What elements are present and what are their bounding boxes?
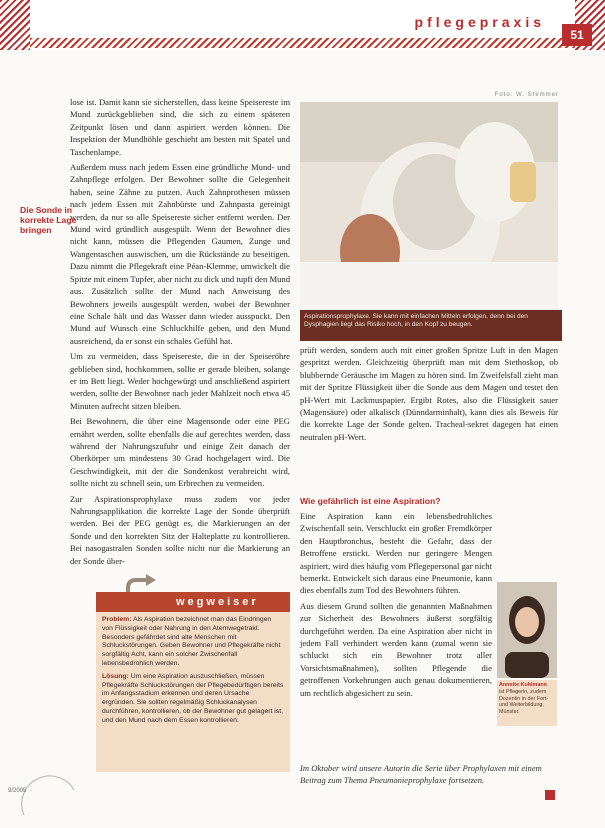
caregiver-illustration: [300, 102, 558, 310]
issue-number: 9/2005: [8, 788, 27, 794]
problem-text: Als Aspiration bezeichnet man das Eindringen von Flüssigkeit oder Nahrung in den Atemwegetrakt. Besonders gefährdet sind alte Menschen mit Schluckstörungen. Geben Bewohner und Pflegekräfte nicht sorgfältig Acht, kann ein solcher Zwischenfall lebensbedrohlich werden.: [102, 616, 281, 667]
header: [0, 0, 605, 50]
author-caption: [497, 680, 557, 726]
paragraph: Zur Aspirationsprophylaxe muss zudem vor jeder Nahrungsapplikation die korrekte Lage der Sonde überprüft werden. Bei der PEG genügt es, die Markierungen an der Sonde und den korrekten Sitz der Halteplatte zu kontrollieren. Bei nasogastralen Sonden sollte nicht nur die Markierung an der Sonde über-: [70, 493, 290, 566]
paragraph: Um zu vermeiden, dass Speisereste, die in der Speiseröhre geblieben sind, hochkommen, sollte er gerade bleiben, solange er im Bett liegt. Weder hochgewürgt und anschließend aspiriert werden, sollte der Bewohner nach jeder Mahlzeit noch etwa 45 Minuten aufrecht sitzen bleiben.: [70, 351, 290, 411]
page-number: 51: [562, 24, 592, 46]
solution-label: Lösung:: [102, 672, 129, 680]
caregiver-photo: [300, 102, 558, 310]
photo-credit: Foto: W. Stemmer: [494, 92, 559, 98]
paragraph: Eine Aspiration kann ein lebensbedrohliches Zwischenfall sein. Verschluckt ein großer Fremdkörper den Hauptbronchus, besteht die Gefahr, dass der Betroffene erstickt. Werden nur geringere Mengen aspiriert, wird dies häufig vom Pflegepersonal gar nicht bemerkt. Entwickelt sich daraus eine Pneumonie, kann dies ebenfalls zum Tod des Bewohners führen.: [300, 511, 492, 596]
wegweiser-title: wegweiser: [96, 592, 290, 612]
author-portrait: [497, 582, 557, 678]
subheading: Wie gefährlich ist eine Aspiration?: [300, 496, 441, 506]
header-stripe-left: [0, 0, 30, 50]
end-mark: [545, 790, 555, 800]
paragraph: Aus diesem Grund sollten die genannten Maßnahmen zur Sicherheit des Bewohners äußerst sorgfältig durchgeführt werden. Da eine Aspiration aber nicht in jedem Fall verhindert werden kann (zumal wenn sie schluckt sich ein Bewohner trotz aller Vorsichtsmaßnahmen), sollten Pflegende die getroffenen Vorkehrungen auch genau dokumentieren, um rechtlich abgesichert zu sein.: [300, 600, 492, 698]
right-column: [300, 344, 558, 446]
paragraph: Außerdem muss nach jedem Essen eine gründliche Mund- und Zahnpflege erfolgen. Der Bewohner sollte die Gelegenheit haben, seine Zähne zu putzen. Auch Zahnprothesen müssen nach jedem Essen mit Zahnbürste und Zahnpasta gereinigt werden, da nur so alle Speisereste sicher entfernt werden. Der Mund wird gründlich ausgespült. Wenn der Bewohner dies nicht kann, müssen die Pflegenden Gaumen, Zunge und Wangentaschen auswischen, um die Rückstände zu beseitigen. Dazu nimmt die Pflegekraft eine Péan-Klemme, umwickelt die Spitze mit einem Tupfer, aber nicht zu dick und tupft den Mund aus. Zusätzlich sollte der Mund nach Anweisung des Bewohners jeweils ausgespült werden, wobei der Bewohner eine Schale hält und das Wasser dann wieder ausspuckt. Den Mund auf Wunsch eine Schluckhilfe geben, und den Mund ausreichend, da er sonst ein schales Gefühl hat.: [70, 162, 290, 346]
outro-note: Im Oktober wird unsere Autorin die Serie über Prophylaxen mit einem Beitrag zum Thema Pneumonieprophylaxe fortsetzen.: [300, 763, 542, 785]
problem-label: Problem:: [102, 616, 132, 623]
magazine-seal-logo: [14, 770, 84, 820]
author-bio: ist Pflegerin, zudem Dozentin in der Fort- und Weiterbildung, Münster.: [499, 688, 549, 716]
photo-caption: Aspirationsprophylaxe. Sie kann mit einfachen Mitteln erfolgen, denn bei den Dysphagien liegt das Risiko hoch, in den Kopf zu beugen.: [300, 310, 562, 341]
section-title: pflegepraxis: [414, 14, 545, 30]
header-rule: [30, 38, 575, 48]
side-note: Die Sonde in korrekte Lage bringen: [20, 205, 77, 235]
wegweiser-box: [96, 592, 290, 772]
right-column-lower: [300, 510, 492, 702]
solution-text: Um eine Aspiration auszuschließen, müssen Pflegekräfte Schluckstörungen der Pflegebedürftigen bereits im Anfangsstadium erkennen und deren Ursache ergründen. Sie sollten regelmäßig Schluckanalysen durchführen, kontrollieren, ob der Bewohner gut gelagert ist, und den Mund nach dem Essen kontrollieren.: [102, 672, 284, 724]
author-name: Annette Kuhlmann: [499, 682, 547, 688]
paragraph: lose ist. Damit kann sie sicherstellen, dass keine Speisereste im Mund zurückgeblieben sind, die sich zu einem späteren Zeitpunkt lösen und dann aspiriert werden können. Die Inspektion der Mundhöhle geschieht am besten mit Spatel und Taschenlampe.: [70, 97, 290, 157]
wegweiser-body: [96, 612, 290, 734]
left-column: [70, 96, 290, 570]
author-photo: [497, 582, 557, 678]
paragraph: Bei Bewohnern, die über eine Magensonde oder eine PEG ernährt werden, sollte ebenfalls die auf gerechtes werden, dass während der Nahrungszufuhr und einige Zeit danach der Oberkörper um mindestens 30 Grad hochgelagert wird. Die Geschwindigkeit, mit der die Sondenkost verabreicht wird, sollte nicht zu schnell sein, um Erbrechen zu vermeiden.: [70, 416, 290, 489]
paragraph: prüft werden, sondern auch mit einer großen Spritze Luft in den Magen gespritzt werden. Gleichzeitig überprüft man mit dem Stethoskop, ob blubbernde Geräusche im Magen zu hören sind. Im Zweifelsfall zieht man mit der Spritze Flüssigkeit über die Sonde aus dem Magen und testet den pH-Wert mit Lackmuspapier. Ergibt Rotes, also die Flüssigkeit sauer (Magensäure) oder alkalisch (Dünndarminhalt), kann dies als Beweis für die korrekte Lage der Sonde gelten. Tracheal-sekret dagegen hat einen neutralen pH-Wert.: [300, 345, 558, 442]
